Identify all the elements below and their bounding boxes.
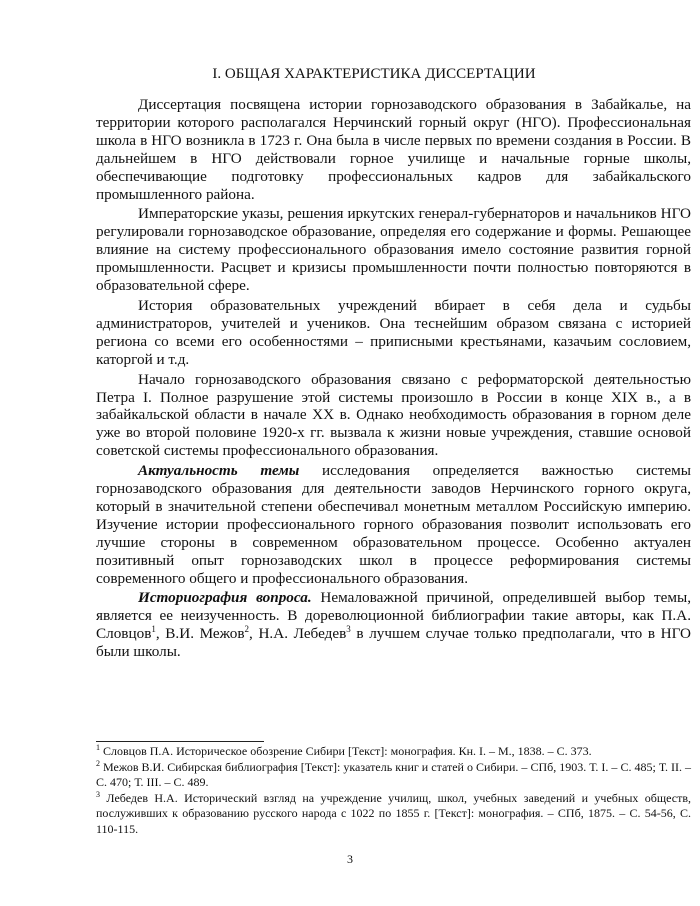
paragraph-relevance: [96, 462, 691, 587]
historiography-text-2: , В.И. Межов: [155, 625, 245, 643]
footnote-number: 1: [96, 743, 100, 752]
footnote-1: [96, 744, 691, 760]
footnote-ref-1: 1: [151, 624, 156, 635]
footnotes: [96, 744, 691, 837]
footnote-text: Лебедев Н.А. Исторический взгляд на учреждение училищ, школ, учебных заведений и учебных обществ, послуживших к образованию русского народа с 1022 по 1855 г. [Текст]: монография. – СПб, 1875. – С. 54-56, С. 110-115.: [96, 790, 691, 836]
paragraph-historiography: [96, 589, 691, 661]
historiography-text-4: в лучшем случае только предполагали, что в НГО были школы.: [96, 625, 691, 661]
section-title: I. ОБЩАЯ ХАРАКТЕРИСТИКА ДИССЕРТАЦИИ: [212, 66, 536, 82]
paragraph-intro: Диссертация посвящена истории горнозаводского образования в Забайкалье, на территории которого располагался Нерчинский горный округ (НГО). Профессиональная школа в НГО возникла в 1723 г. Она была в числе первых по времени создания в России. В дальнейшем в НГО действовали горное училище и начальные горные школы, обеспечивающие подготовку профессиональных кадров для забайкальского промышленного района.: [96, 96, 691, 203]
footnote-number: 3: [96, 789, 100, 799]
footnote-2: [96, 760, 691, 791]
relevance-text: исследования определяется важностью системы горнозаводского образования для деятельности заводов Нерчинского горного округа, который в значительной степени обеспечивал монетным металлом Российскую империю. Изучение истории профессионального горного образования позволит использовать его лучшие стороны в современном образовательном процессе. Особенно актуален позитивный опыт горнозаводских школ в процессе реформирования системы современного общего и профессионального образования.: [96, 462, 691, 587]
footnote-separator: [96, 741, 264, 742]
historiography-text-3: , Н.А. Лебедев: [249, 625, 347, 643]
relevance-label: Актуальность темы: [138, 462, 300, 480]
footnote-ref-2: 2: [244, 624, 250, 635]
footnote-number: 2: [96, 758, 100, 768]
historiography-text-1: Немаловажной причиной, определившей выбор темы, является ее неизученность. В дореволюционной библиографии такие авторы, как П.А. Словцов: [96, 589, 692, 643]
historiography-label: Историография вопроса.: [138, 589, 312, 607]
paragraph-institutions: История образовательных учреждений вбирает в себя дела и судьбы администраторов, учителей и учеников. Она теснейшим образом связана с историей региона со всеми его особенностями – приписными крестьянами, казачьим сословием, каторгой и т.д.: [96, 296, 691, 368]
page-number: 3: [347, 852, 353, 866]
body-text: [96, 96, 691, 663]
footnote-text: Словцов П.А. Историческое обозрение Сибири [Текст]: монография. Кн. I. – М., 1838. – С. 373.: [100, 744, 592, 758]
footnote-3: [96, 791, 691, 838]
footnote-text: Межов В.И. Сибирская библиография [Текст]: указатель книг и статей о Сибири. – СПб, 1903. Т. I. – С. 485; Т. II. – С. 470; Т. III. – С. 489.: [96, 759, 691, 789]
paragraph-decrees: Императорские указы, решения иркутских генерал-губернаторов и начальников НГО регулировали горнозаводское образование, определяя его содержание и формы. Решающее влияние на систему профессионального образования имело состояние развития горной промышленности. Расцвет и кризисы промышленности почти полностью повторяются в образовательной сфере.: [96, 205, 691, 295]
footnote-ref-3: 3: [346, 624, 351, 635]
paragraph-beginning: Начало горнозаводского образования связано с реформаторской деятельностью Петра I. Полное разрушение этой системы произошло в России в конце XIX в., а в забайкальской области в начале XX в. Однако необходимость образования в горном деле уже во второй половине 1920-х гг. вызвала к жизни новые учреждения, ставшие основой советской системы профессионального образования.: [96, 370, 691, 460]
